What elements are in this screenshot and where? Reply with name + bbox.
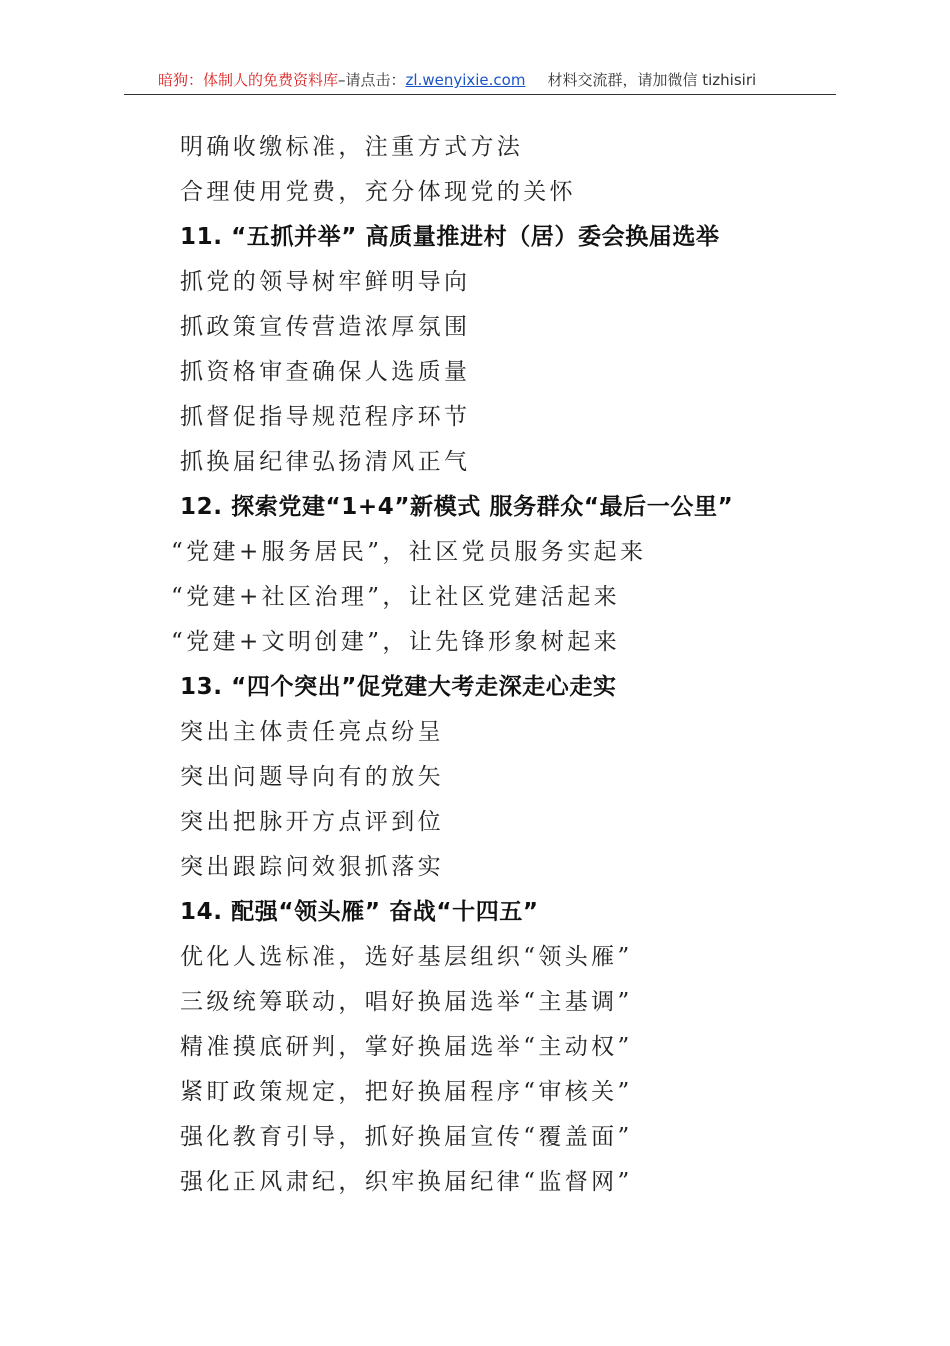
page-header	[124, 62, 836, 95]
body-line: 强化教育引导，抓好换届宣传“覆盖面”	[180, 1124, 633, 1150]
body-line: “党建+服务居民”，社区党员服务实起来	[171, 539, 647, 565]
body-line: 抓资格审查确保人选质量	[180, 359, 471, 385]
header-prompt: –请点击：	[338, 71, 406, 89]
body-line: 突出主体责任亮点纷呈	[180, 719, 444, 745]
body-line: “党建+文明创建”，让先锋形象树起来	[171, 629, 620, 655]
body-line: 抓党的领导树牢鲜明导向	[180, 269, 471, 295]
header-link[interactable]: zl.wenyixie.com	[405, 71, 526, 89]
section-heading: 14. 配强“领头雁” 奋战“十四五”	[180, 899, 539, 925]
body-line: 优化人选标准，选好基层组织“领头雁”	[180, 944, 633, 970]
body-line: 紧盯政策规定，把好换届程序“审核关”	[180, 1079, 633, 1105]
section-heading: 11. “五抓并举” 高质量推进村（居）委会换届选举	[180, 224, 720, 250]
header-group-text: 材料交流群，请加微信 tizhisiri	[547, 71, 757, 89]
body-line: 抓政策宣传营造浓厚氛围	[180, 314, 471, 340]
body-line: 精准摸底研判，掌好换届选举“主动权”	[180, 1034, 633, 1060]
body-line: 突出把脉开方点评到位	[180, 809, 444, 835]
body-line: 抓督促指导规范程序环节	[180, 404, 471, 430]
section-heading: 13. “四个突出”促党建大考走深走心走实	[180, 674, 617, 700]
body-line: 突出跟踪问效狠抓落实	[180, 854, 444, 880]
body-line: 合理使用党费，充分体现党的关怀	[180, 179, 576, 205]
body-line: 抓换届纪律弘扬清风正气	[180, 449, 471, 475]
body-line: 突出问题导向有的放矢	[180, 764, 444, 790]
document-body	[171, 125, 820, 1205]
body-line: “党建+社区治理”，让社区党建活起来	[171, 584, 620, 610]
body-line: 明确收缴标准，注重方式方法	[180, 134, 524, 160]
section-heading: 12. 探索党建“1+4”新模式 服务群众“最后一公里”	[180, 494, 734, 520]
header-site-name: 暗狗：体制人的免费资料库	[158, 71, 339, 89]
header-text	[158, 71, 756, 89]
body-line: 强化正风肃纪，织牢换届纪律“监督网”	[180, 1169, 633, 1195]
body-line: 三级统筹联动，唱好换届选举“主基调”	[180, 989, 633, 1015]
